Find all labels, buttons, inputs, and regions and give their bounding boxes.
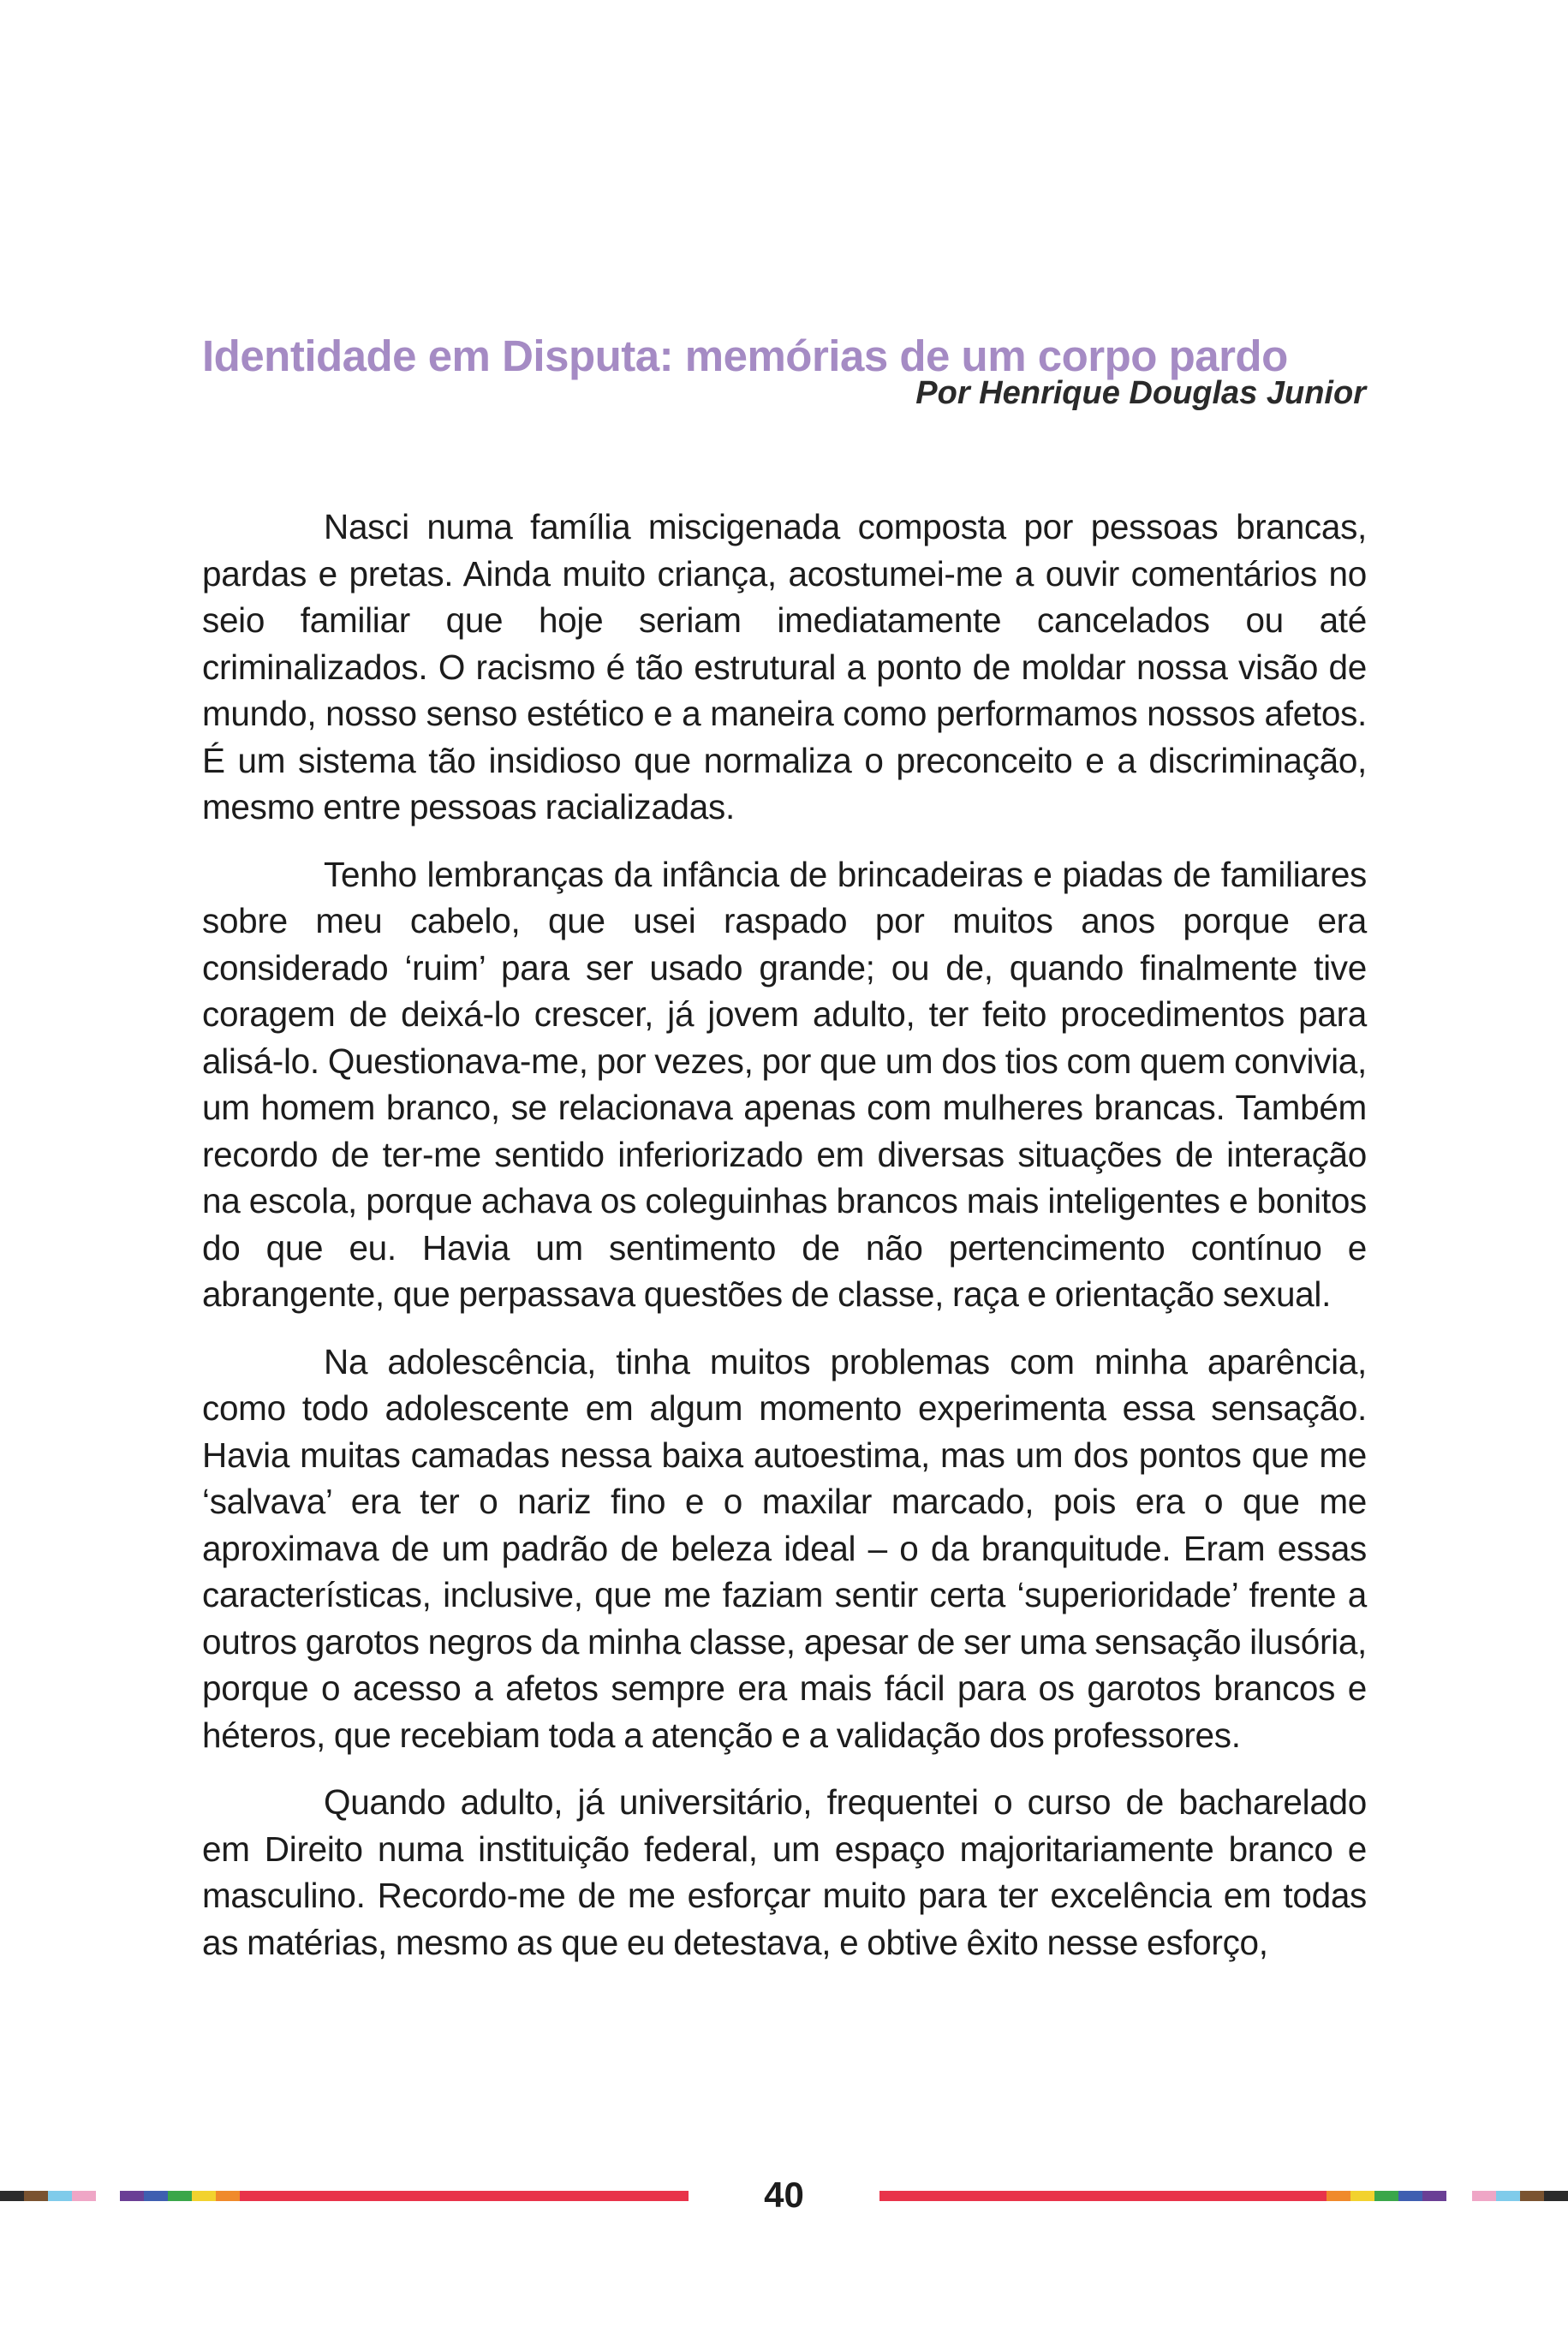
stripe-segment (1327, 2191, 1350, 2201)
stripe-segment (1374, 2191, 1398, 2201)
paragraph: Na adolescência, tinha muitos problemas com minha aparência, como todo adolescente em algum momento experimenta essa sensação. Havia muitas camadas nessa baixa autoestima, mas um dos pontos que me ‘salvava’ era ter o nariz fino e o maxilar marcado, pois era o que me aproximava de um padrão de beleza ideal – o da branquitude. Eram essas características, inclusive, que me faziam sentir certa ‘superioridade’ frente a outros garotos negros da minha classe, apesar de ser uma sensação ilusória, porque o acesso a afetos sempre era mais fácil para os garotos brancos e héteros, que recebiam toda a atenção e a validação dos professores. (202, 1341, 1368, 1755)
article-body (202, 504, 1367, 1986)
stripe-segment (1520, 2191, 1544, 2201)
stripe-segment (1496, 2191, 1520, 2201)
stripe-segment (1472, 2191, 1496, 2201)
article-title: Identidade em Disputa: memórias de um corpo pardo (202, 331, 1288, 381)
page-footer (0, 2174, 1568, 2217)
page-number: 40 (764, 2175, 804, 2215)
paragraph: Nasci numa família miscigenada composta por pessoas brancas, pardas e pretas. Ainda muito criança, acostumei-me a ouvir comentários no seio familiar que hoje seriam imediatamente cancelados ou até criminalizados. O racismo é tão estrutural a ponto de moldar nossa visão de mundo, nosso senso estético e a maneira como performamos nossos afetos. É um sistema tão insidioso que normaliza o preconceito e a discriminação, mesmo entre pessoas racializadas. (202, 507, 1367, 826)
stripe-segment (1544, 2191, 1568, 2201)
paragraph: Tenho lembranças da infância de brincadeiras e piadas de familiares sobre meu cabelo, que usei raspado por muitos anos porque era considerado ‘ruim’ para ser usado grande; ou de, quando finalmente tive coragem de deixá-lo crescer, já jovem adulto, ter feito procedimentos para alisá-lo. Questionava-me, por vezes, por que um dos tios com quem convivia, um homem branco, se relacionava apenas com mulheres brancas. Também recordo de ter-me sentido inferiorizado em diversas situações de interação na escola, porque achava os coleguinhas brancos mais inteligentes e bonitos do que eu. Havia um sentimento de não pertencimento contínuo e abrangente, que perpassava questões de classe, raça e orientação sexual. (202, 854, 1367, 1314)
stripe-segment (1422, 2191, 1446, 2201)
paragraph: Quando adulto, já universitário, frequentei o curso de bacharelado em Direito numa instituição federal, um espaço majoritariamente branco e masculino. Recordo-me de me esforçar muito para ter excelência em todas as matérias, mesmo as que eu detestava, e obtive êxito nesse esforço, (202, 1782, 1367, 1962)
article-author: Por Henrique Douglas Junior (915, 375, 1366, 411)
stripe-segment (1398, 2191, 1422, 2201)
stripe-segment (1350, 2191, 1374, 2201)
stripe-segment (879, 2191, 1327, 2201)
